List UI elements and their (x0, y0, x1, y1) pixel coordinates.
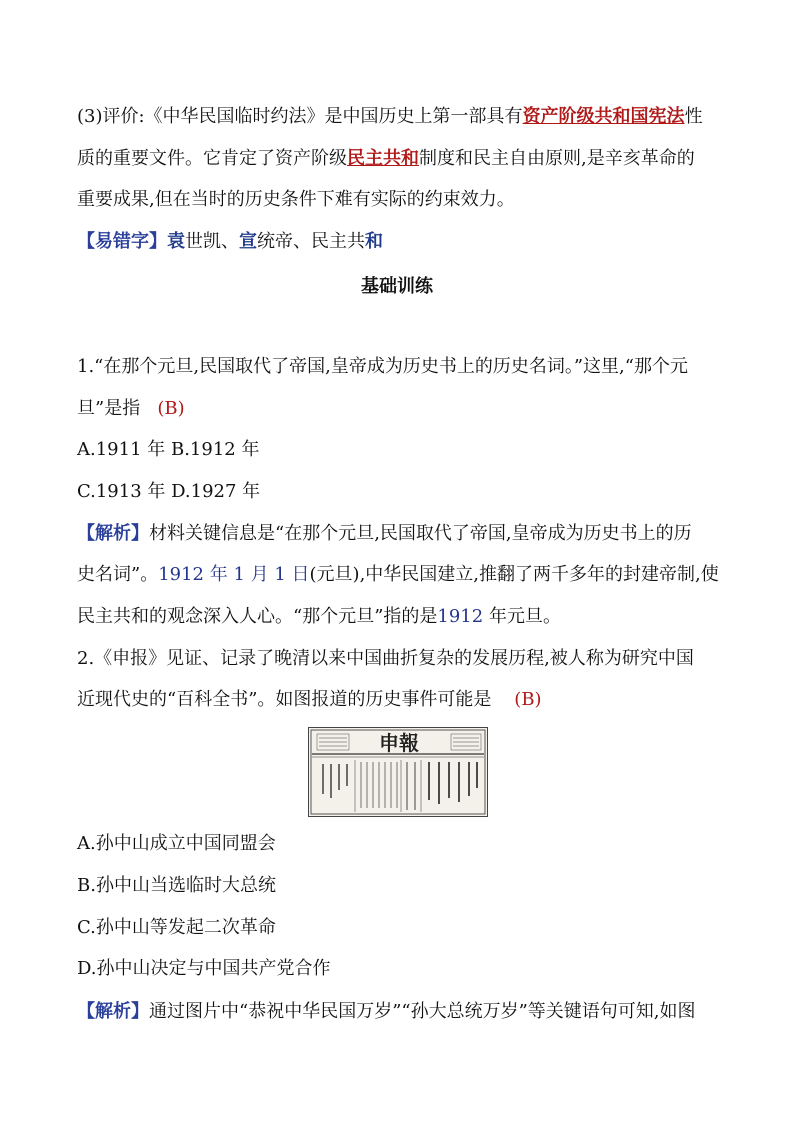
text: 质的重要文件。它肯定了资产阶级 (77, 148, 347, 169)
q1-explanation-line2 (77, 563, 730, 587)
key-term: 民主共和 (347, 148, 419, 169)
q2-line2 (77, 688, 730, 712)
q1-explanation-line1 (77, 522, 730, 546)
q2-option-a: A.孙中山成立中国同盟会 (77, 833, 276, 854)
text: 通过图片中“恭祝中华民国万岁”“孙大总统万岁”等关键语句可知,如图 (149, 1001, 696, 1022)
typo-char: 宣 (239, 231, 257, 252)
text: 旦”是指 (77, 398, 141, 419)
text: 民主共和的观念深入人心。“那个元旦”指的是 (77, 606, 438, 627)
typo-char: 和 (365, 231, 383, 252)
explanation-label: 【解析】 (77, 1001, 149, 1022)
newspaper-image (308, 727, 488, 817)
answer: (B) (514, 689, 542, 710)
q2-explanation-line1 (77, 1000, 730, 1024)
text: 制度和民主自由原则,是辛亥革命的 (419, 148, 695, 169)
text: 世凯、 (185, 231, 239, 252)
typo-char: 袁 (167, 231, 185, 252)
text: 近现代史的“百科全书”。如图报道的历史事件可能是 (77, 689, 492, 710)
answer: (B) (157, 398, 185, 419)
section-title: 基础训练 (361, 276, 433, 297)
q1-line2 (77, 397, 730, 421)
text: 年元旦。 (483, 606, 561, 627)
newspaper-illustration (309, 728, 487, 816)
typo-label: 【易错字】 (77, 231, 167, 252)
q1-options-cd: C.1913 年 D.1927 年 (77, 481, 261, 502)
section3-line1 (77, 105, 730, 129)
newspaper-title: 申報 (379, 731, 419, 755)
text: 统帝、民主共 (257, 231, 365, 252)
q2-option-d: D.孙中山决定与中国共产党合作 (77, 958, 331, 979)
q2-option-b: B.孙中山当选临时大总统 (77, 875, 276, 896)
text: 材料关键信息是“在那个元旦,民国取代了帝国,皇帝成为历史书上的历 (149, 523, 692, 544)
date: 1912 年 1 月 1 日 (158, 564, 310, 585)
key-term: 资产阶级共和国宪法 (522, 106, 685, 127)
text: 史名词”。 (77, 564, 159, 585)
q1-options-ab: A.1911 年 B.1912 年 (77, 439, 260, 460)
text: 性 (684, 106, 703, 127)
text: (元旦),中华民国建立,推翻了两千多年的封建帝制,使 (309, 564, 719, 585)
section3-line3: 重要成果,但在当时的历史条件下难有实际的约束效力。 (77, 189, 515, 210)
typo-line (77, 230, 730, 254)
q2-line1: 2.《申报》见证、记录了晚清以来中国曲折复杂的发展历程,被人称为研究中国 (77, 648, 694, 669)
explanation-label: 【解析】 (77, 523, 149, 544)
q1-explanation-line3 (77, 605, 730, 629)
q1-line1: 1.“在那个元旦,民国取代了帝国,皇帝成为历史书上的历史名词。”这里,“那个元 (77, 356, 688, 377)
section3-line2 (77, 147, 730, 171)
q2-option-c: C.孙中山等发起二次革命 (77, 917, 276, 938)
text: (3)评价:《中华民国临时约法》是中国历史上第一部具有 (77, 106, 523, 127)
year: 1912 (437, 606, 484, 627)
